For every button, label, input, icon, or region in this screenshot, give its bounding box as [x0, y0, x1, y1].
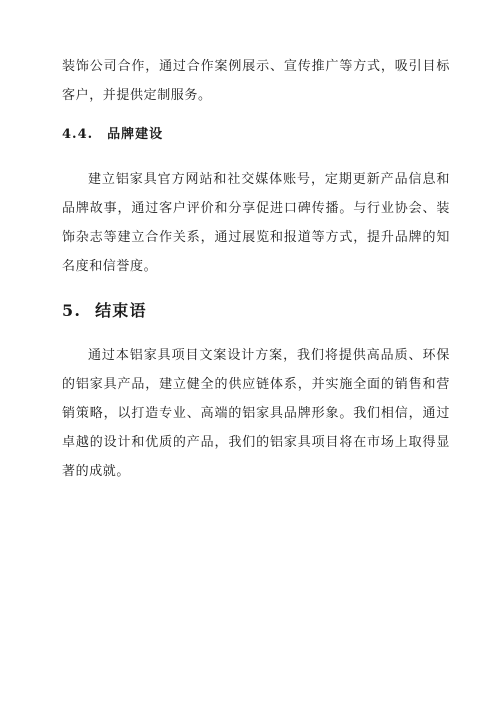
- section-5-heading: [62, 300, 147, 322]
- intro-paragraph: 装饰公司合作，通过合作案例展示、宣传推广等方式，吸引目标客户，并提供定制服务。: [62, 59, 450, 103]
- section-4-4-title: 品牌建设: [107, 127, 164, 142]
- section-4-4-body: 建立铝家具官方网站和社交媒体账号，定期更新产品信息和品牌故事，通过客户评价和分享促进口碑传播。与行业协会、装饰杂志等建立合作关系，通过展览和报道等方式，提升品牌的知名度和信誉度。: [62, 172, 450, 274]
- section-4-4-number: 4.4.: [62, 127, 94, 142]
- section-5-body: 通过本铝家具项目文案设计方案，我们将提供高品质、环保的铝家具产品，建立健全的供应链体系，并实施全面的销售和营销策略，以打造专业、高端的铝家具品牌形象。我们相信，通过卓越的设计和优质的产品，我们的铝家具项目将在市场上取得显著的成就。: [62, 348, 450, 479]
- section-4-4-heading: [62, 125, 163, 145]
- section-5-title: 结束语: [95, 301, 147, 320]
- section-5-number: 5.: [62, 301, 82, 320]
